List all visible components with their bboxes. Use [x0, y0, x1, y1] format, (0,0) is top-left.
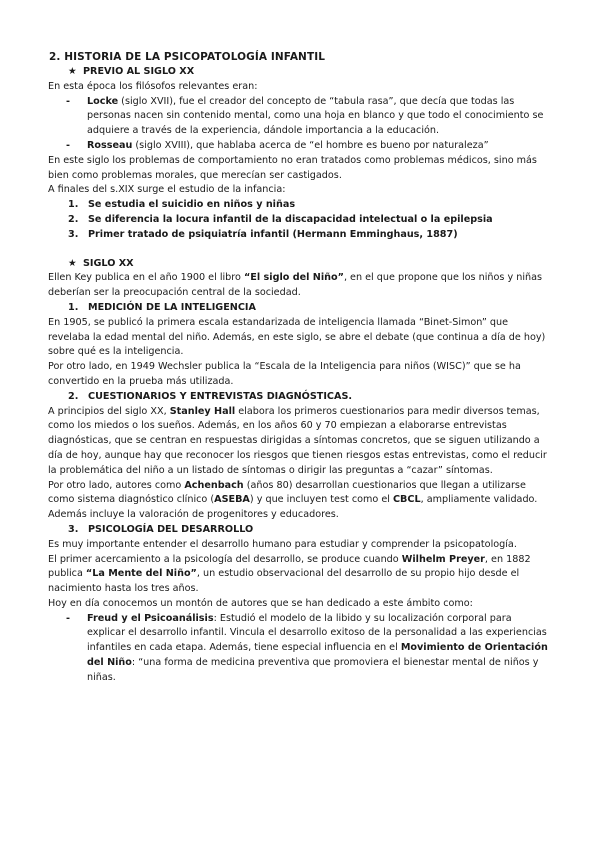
- paragraph-wechsler: Por otro lado, en 1949 Wechsler publica la “Escala de la Inteligencia para niños (WISC)” que se ha convertido en la prueba más utilizada.: [48, 361, 521, 387]
- paragraph-importance: Es muy importante entender el desarrollo humano para estudiar y comprender la psicopatología.: [48, 538, 517, 550]
- heading-questionnaires: 2. CUESTIONARIOS Y ENTREVISTAS DIAGNÓSTICAS.: [68, 390, 353, 402]
- subsection-heading-pre-xx: ★ PREVIO AL SIGLO XX: [48, 65, 552, 80]
- heading-development: 3. PSICOLOGÍA DEL DESARROLLO: [68, 523, 254, 535]
- heading-intelligence: 1. MEDICIÓN DE LA INTELIGENCIA: [68, 301, 256, 313]
- list-item-locke: - Locke (siglo XVII), fue el creador del concepto de “tabula rasa”, que decía que todas las personas nacen sin contenido mental, como una hoja en blanco y que todo el conocimiento se adquiere a través de la experiencia, dándole importancia a la educación.: [66, 95, 544, 137]
- paragraph-stanley-hall: A principios del siglo XX, Stanley Hall elabora los primeros cuestionarios para medir diversos temas, como los miedos o los sueños. Además, en los años 60 y 70 empiezan a elaborarse entrevistas diagnósticas, que se centran en respuestas dirigidas a síntomas concretos, que se siguen utilizando a día de hoy, aunque hay que reconocer los riesgos que tienen riesgos estas entrevistas, como el reducir la problemática del niño a un listado de síntomas o dirigir las preguntas a “cazar” síntomas.: [48, 405, 547, 476]
- list-item: 3. Primer tratado de psiquiatría infantil (Hermann Emminghaus, 1887): [68, 228, 458, 240]
- star-icon: ★: [68, 257, 77, 269]
- section-title: 2. HISTORIA DE LA PSICOPATOLOGÍA INFANTIL: [49, 51, 325, 63]
- star-icon: ★: [68, 66, 77, 77]
- paragraph-ellen-key: Ellen Key publica en el año 1900 el libro “El siglo del Niño”, en el que propone que los niños y niñas deberían ser la preocupación central de la sociedad.: [48, 272, 543, 299]
- list-item: 1. Se estudia el suicidio en niños y niñas: [68, 199, 296, 211]
- paragraph-authors: Hoy en día conocemos un montón de autores que se han dedicado a este ámbito como:: [48, 597, 473, 609]
- subsection-heading-xx: ★ SIGLO XX: [48, 257, 552, 272]
- paragraph-moral-problems: En este siglo los problemas de comportamiento no eran tratados como problemas médicos, sino más bien como problemas morales, que merecían ser castigados.: [48, 154, 537, 181]
- childhood-study-list: [48, 198, 552, 242]
- authors-list: [48, 612, 552, 686]
- list-item-rosseau: - Rosseau (siglo XVIII), que hablaba acerca de “el hombre es bueno por naturaleza”: [66, 139, 489, 151]
- paragraph-late-xix: A finales del s.XIX surge el estudio de la infancia:: [48, 184, 286, 196]
- paragraph-achenbach: Por otro lado, autores como Achenbach (años 80) desarrollan cuestionarios que llegan a utilizarse como sistema diagnóstico clínico (ASEBA) y que incluyen test como el CBCL, ampliamente validado. Además incluye la valoración de progenitores y educadores.: [48, 479, 538, 521]
- list-item: 2. Se diferencia la locura infantil de la discapacidad intelectual o la epilepsia: [68, 213, 493, 225]
- paragraph-preyer: El primer acercamiento a la psicología del desarrollo, se produce cuando Wilhelm Preyer, en 1882 publica “La Mente del Niño”, un estudio observacional del desarrollo de su propio hijo desde el nacimiento hasta los tres años.: [48, 553, 531, 595]
- spacer: [48, 243, 552, 257]
- list-item-freud: - Freud y el Psicoanálisis: Estudió el modelo de la libido y su localización corporal para explicar el desarrollo infantil. Vincula el desarrollo exitoso de la personalidad a las experiencias infantiles en cada etapa. Además, tiene especial influencia en el Movimiento de Orientación del Niño: “una forma de medicina preventiva que promoviera el bienestar mental de niños y niñas.: [66, 612, 548, 683]
- paragraph-binet-simon: En 1905, se publicó la primera escala estandarizada de inteligencia llamada “Binet-Simon” que revelaba la edad mental del niño. Además, en este siglo, se abre el debate (que continua a día de hoy) sobre qué es la inteligencia.: [48, 316, 546, 358]
- philosophers-list: [48, 95, 552, 154]
- intro-paragraph: En esta época los filósofos relevantes eran:: [48, 80, 258, 92]
